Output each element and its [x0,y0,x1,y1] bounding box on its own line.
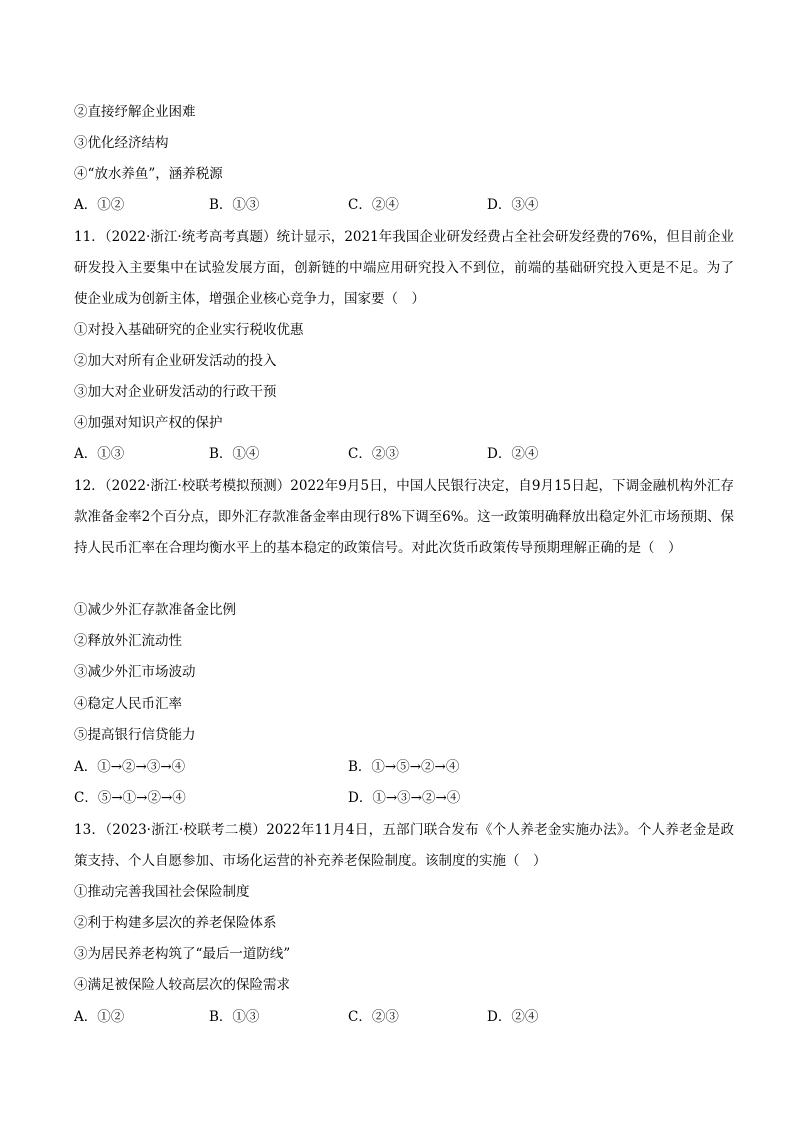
q11-statement-3: ③加大对企业研发活动的行政干预 [74,384,277,400]
q10-statement-4: ④“放水养鱼”，涵养税源 [74,166,223,182]
q13-stem: 13．（2023·浙江·校联考二模）2022年11月4日，五部门联合发布《个人养老金实施办法》。个人养老金是政策支持、个人自愿参加、市场化运营的补充养老保险制度。该制度的实施（ ） [74,822,734,869]
q13-statement-2: ②利于构建多层次的养老保险体系 [74,915,277,931]
q13-statement-4: ④满足被保险人较高层次的保险需求 [74,977,290,993]
q10-statement-2: ②直接纾解企业困难 [74,104,196,120]
q12-option-d[interactable]: D．①→③→②→④ [348,790,461,806]
q12-statement-3: ③减少外汇市场波动 [74,664,196,680]
q13-option-d[interactable]: D．②④ [487,1009,539,1025]
q11-statement-4: ④加强对知识产权的保护 [74,415,223,431]
q10-option-a[interactable]: A．①② [74,197,125,213]
q13-option-b[interactable]: B．①③ [209,1009,260,1025]
q11-option-c[interactable]: C．②③ [348,446,399,462]
q13-option-c[interactable]: C．②③ [348,1009,399,1025]
q11-option-b[interactable]: B．①④ [209,446,260,462]
q11-statement-2: ②加大对所有企业研发活动的投入 [74,353,277,369]
q13-statement-3: ③为居民养老构筑了“最后一道防线” [74,946,291,962]
q11-option-d[interactable]: D．②④ [487,446,539,462]
q10-statement-3: ③优化经济结构 [74,135,169,151]
q12-statement-5: ⑤提高银行信贷能力 [74,727,196,743]
q11-statement-1: ①对投入基础研究的企业实行税收优惠 [74,322,304,338]
q10-option-d[interactable]: D．③④ [487,197,539,213]
q12-option-b[interactable]: B．①→⑤→②→④ [348,759,460,775]
q11-stem: 11．（2022·浙江·统考高考真题）统计显示，2021年我国企业研发经费占全社会研发经费的76%，但目前企业研发投入主要集中在试验发展方面，创新链的中端应用研究投入不到位，前端的基础研究投入更是不足。为了使企业成为创新主体，增强企业核心竞争力，国家要（ ） [74,229,734,307]
q12-option-a[interactable]: A．①→②→③→④ [74,759,186,775]
q12-statement-2: ②释放外汇流动性 [74,633,182,649]
q13-option-a[interactable]: A．①② [74,1009,125,1025]
q10-option-c[interactable]: C．②④ [348,197,399,213]
q11-option-a[interactable]: A．①③ [74,446,125,462]
q12-statement-4: ④稳定人民币汇率 [74,696,182,712]
q12-option-c[interactable]: C．⑤→①→②→④ [74,790,186,806]
q10-option-b[interactable]: B．①③ [209,197,260,213]
q12-stem: 12．（2022·浙江·校联考模拟预测）2022年9月5日，中国人民银行决定，自9月15日起，下调金融机构外汇存款准备金率2个百分点，即外汇存款准备金率由现行8%下调至6%。这一政策明确释放出稳定外汇市场预期、保持人民币汇率在合理均衡水平上的基本稳定的政策信号。对此次货币政策传导预期理解正确的是（ ） [74,478,734,556]
q12-statement-1: ①减少外汇存款准备金比例 [74,602,236,618]
q13-statement-1: ①推动完善我国社会保险制度 [74,884,250,900]
